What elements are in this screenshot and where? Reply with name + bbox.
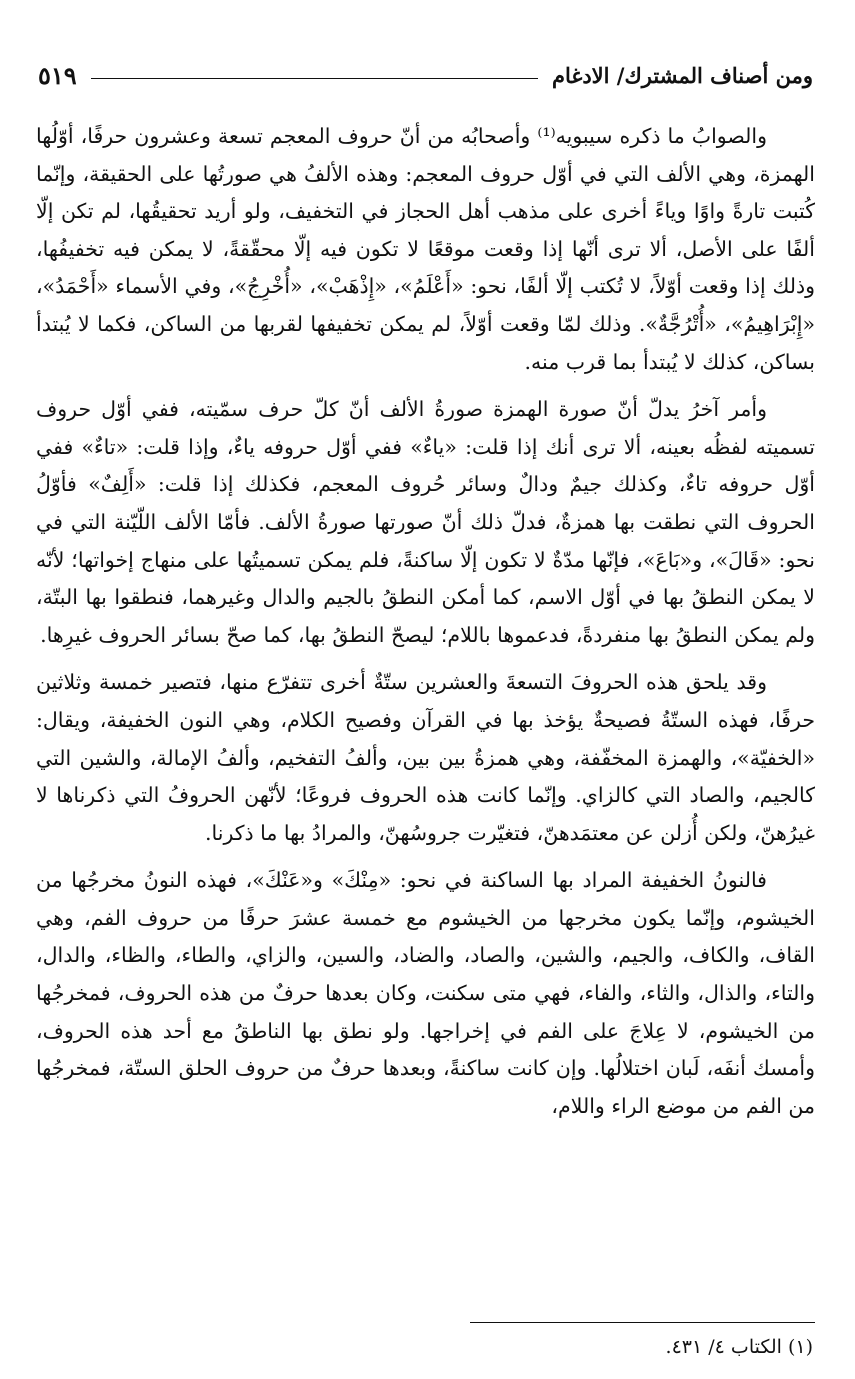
paragraph: فالنونُ الخفيفة المراد بها الساكنة في نحو: «مِنْكَ» و«عَنْكَ»، فهذه النونُ مخرجُها من الخيشوم، وإنّما يكون مخرجها من الخيشوم مع خمسة عشرَ حرفًا من حروف الفم، وهي القاف، والكاف، والجيم، والشين، والصاد، والضاد، والسين، والزاي، والطاء، والظاء، والدال، والتاء، والذال، والثاء، والفاء، فهي متى سكنت، وكان بعدها حرفٌ من هذه الحروف، فمخرجُها من الخيشوم، لا عِلاجَ على الفم في إخراجها. ولو نطق بها الناطقُ مع أحد هذه الحروف، وأمسك أنفَه، لَبان اختلالُها. وإن كانت ساكنةً، وبعدها حرفٌ من حروف الحلق الستّة، فمخرجُها من الفم من موضع الراء واللام، [36, 868, 815, 1118]
main-text [36, 118, 815, 1135]
paragraph: وأمر آخرُ يدلّ أنّ صورة الهمزة صورةُ الألف أنّ كلّ حرف سمّيته، ففي أوّل حروف تسميته لفظُه بعينه، ألا ترى أنك إذا قلت: «ياءٌ» ففي أوّل حروفه ياءٌ، وإذا قلت: «تاءٌ» ففي أوّل حروفه تاءٌ، وكذلك جيمٌ ودالٌ وسائر حُروف المعجم، فكذلك إذا قلت: «أَلِفٌ» فأوّلُ الحروف التي نطقت بها همزةٌ، فدلّ ذلك أنّ صورتها صورةُ الألف. فأمّا الألف اللّيّنة التي في نحو: «قَالَ»، و«بَاعَ»، فإنّها مدّةٌ لا تكون إلّا ساكنةً، فلم يمكن تسميتُها على منهاج إخواتها؛ لأنّه لا يمكن النطقُ بها في أوّل الاسم، كما أمكن النطقُ بالجيم والدال وغيرهما، فنطقوا بها البتّة، ولم يمكن النطقُ بها منفردةً، فدعموها باللام؛ ليصحّ النطقُ بها، كما صحّ بسائر الحروف غيرِها. [36, 397, 815, 647]
header-rule [91, 78, 538, 79]
footnote: (١) الكتاب ٤/ ٤٣١. [665, 1336, 813, 1358]
paragraph: وقد يلحق هذه الحروفَ التسعةَ والعشرين ستّةٌ أخرى تتفرّع منها، فتصير خمسة وثلاثين حرفًا، فهذه الستّةُ فصيحةٌ يؤخذ بها في القرآن وفصيح الكلام، وهي النون الخفيفة، ويقال: «الخفيّة»، والهمزة المخفّفة، وهي همزةُ بين بين، وألفُ التفخيم، وألفُ الإمالة، والشين التي كالجيم، والصاد التي كالزاي. وإنّما كانت هذه الحروف فروعًا؛ لأنّهن الحروفُ التي ذكرناها لا غيرُهنّ، ولكن أُزلن عن معتمَدهنّ، فتغيّرت جروسُهنّ، والمرادُ بها ما ذكرنا. [36, 670, 815, 845]
running-header [38, 58, 813, 92]
footnote-rule [470, 1322, 815, 1323]
paragraph: والصوابُ ما ذكره سيبويه⁽¹⁾ وأصحابُه من أنّ حروف المعجم تسعة وعشرون حرفًا، أوّلُها الهمزة، وهي الألف التي في أوّل حروف المعجم: وهذه الألفُ هي صورتُها على الحقيقة، وإنّما كُتبت تارةً واوًا وياءً أخرى على مذهب أهل الحجاز في التخفيف، ولو أريد تحقيقُها، لم تكن إلّا ألفًا على الأصل، ألا ترى أنّها إذا وقعت موقعًا لا تكون فيه إلّا محقّقةً، لا يمكن فيه تخفيفُها، وذلك إذا وقعت أوّلاً، لا تُكتب إلّا ألفًا، نحو: «أَعْلَمُ»، «إِذْهَبْ»، «أُخْرِجُ»، وفي الأسماء «أَحْمَدُ»، «إِبْرَاهِيمُ»، «أُتْرُجَّةٌ». وذلك لمّا وقعت أوّلاً، لم يمكن تخفيفها لقربها من الساكن، فكما لا يُبتدأ بساكن، كذلك لا يُبتدأ بما قرب منه. [36, 124, 815, 374]
chapter-title: ومن أصناف المشترك/ الادغام [551, 62, 813, 88]
page-number: ٥١٩ [38, 60, 77, 90]
